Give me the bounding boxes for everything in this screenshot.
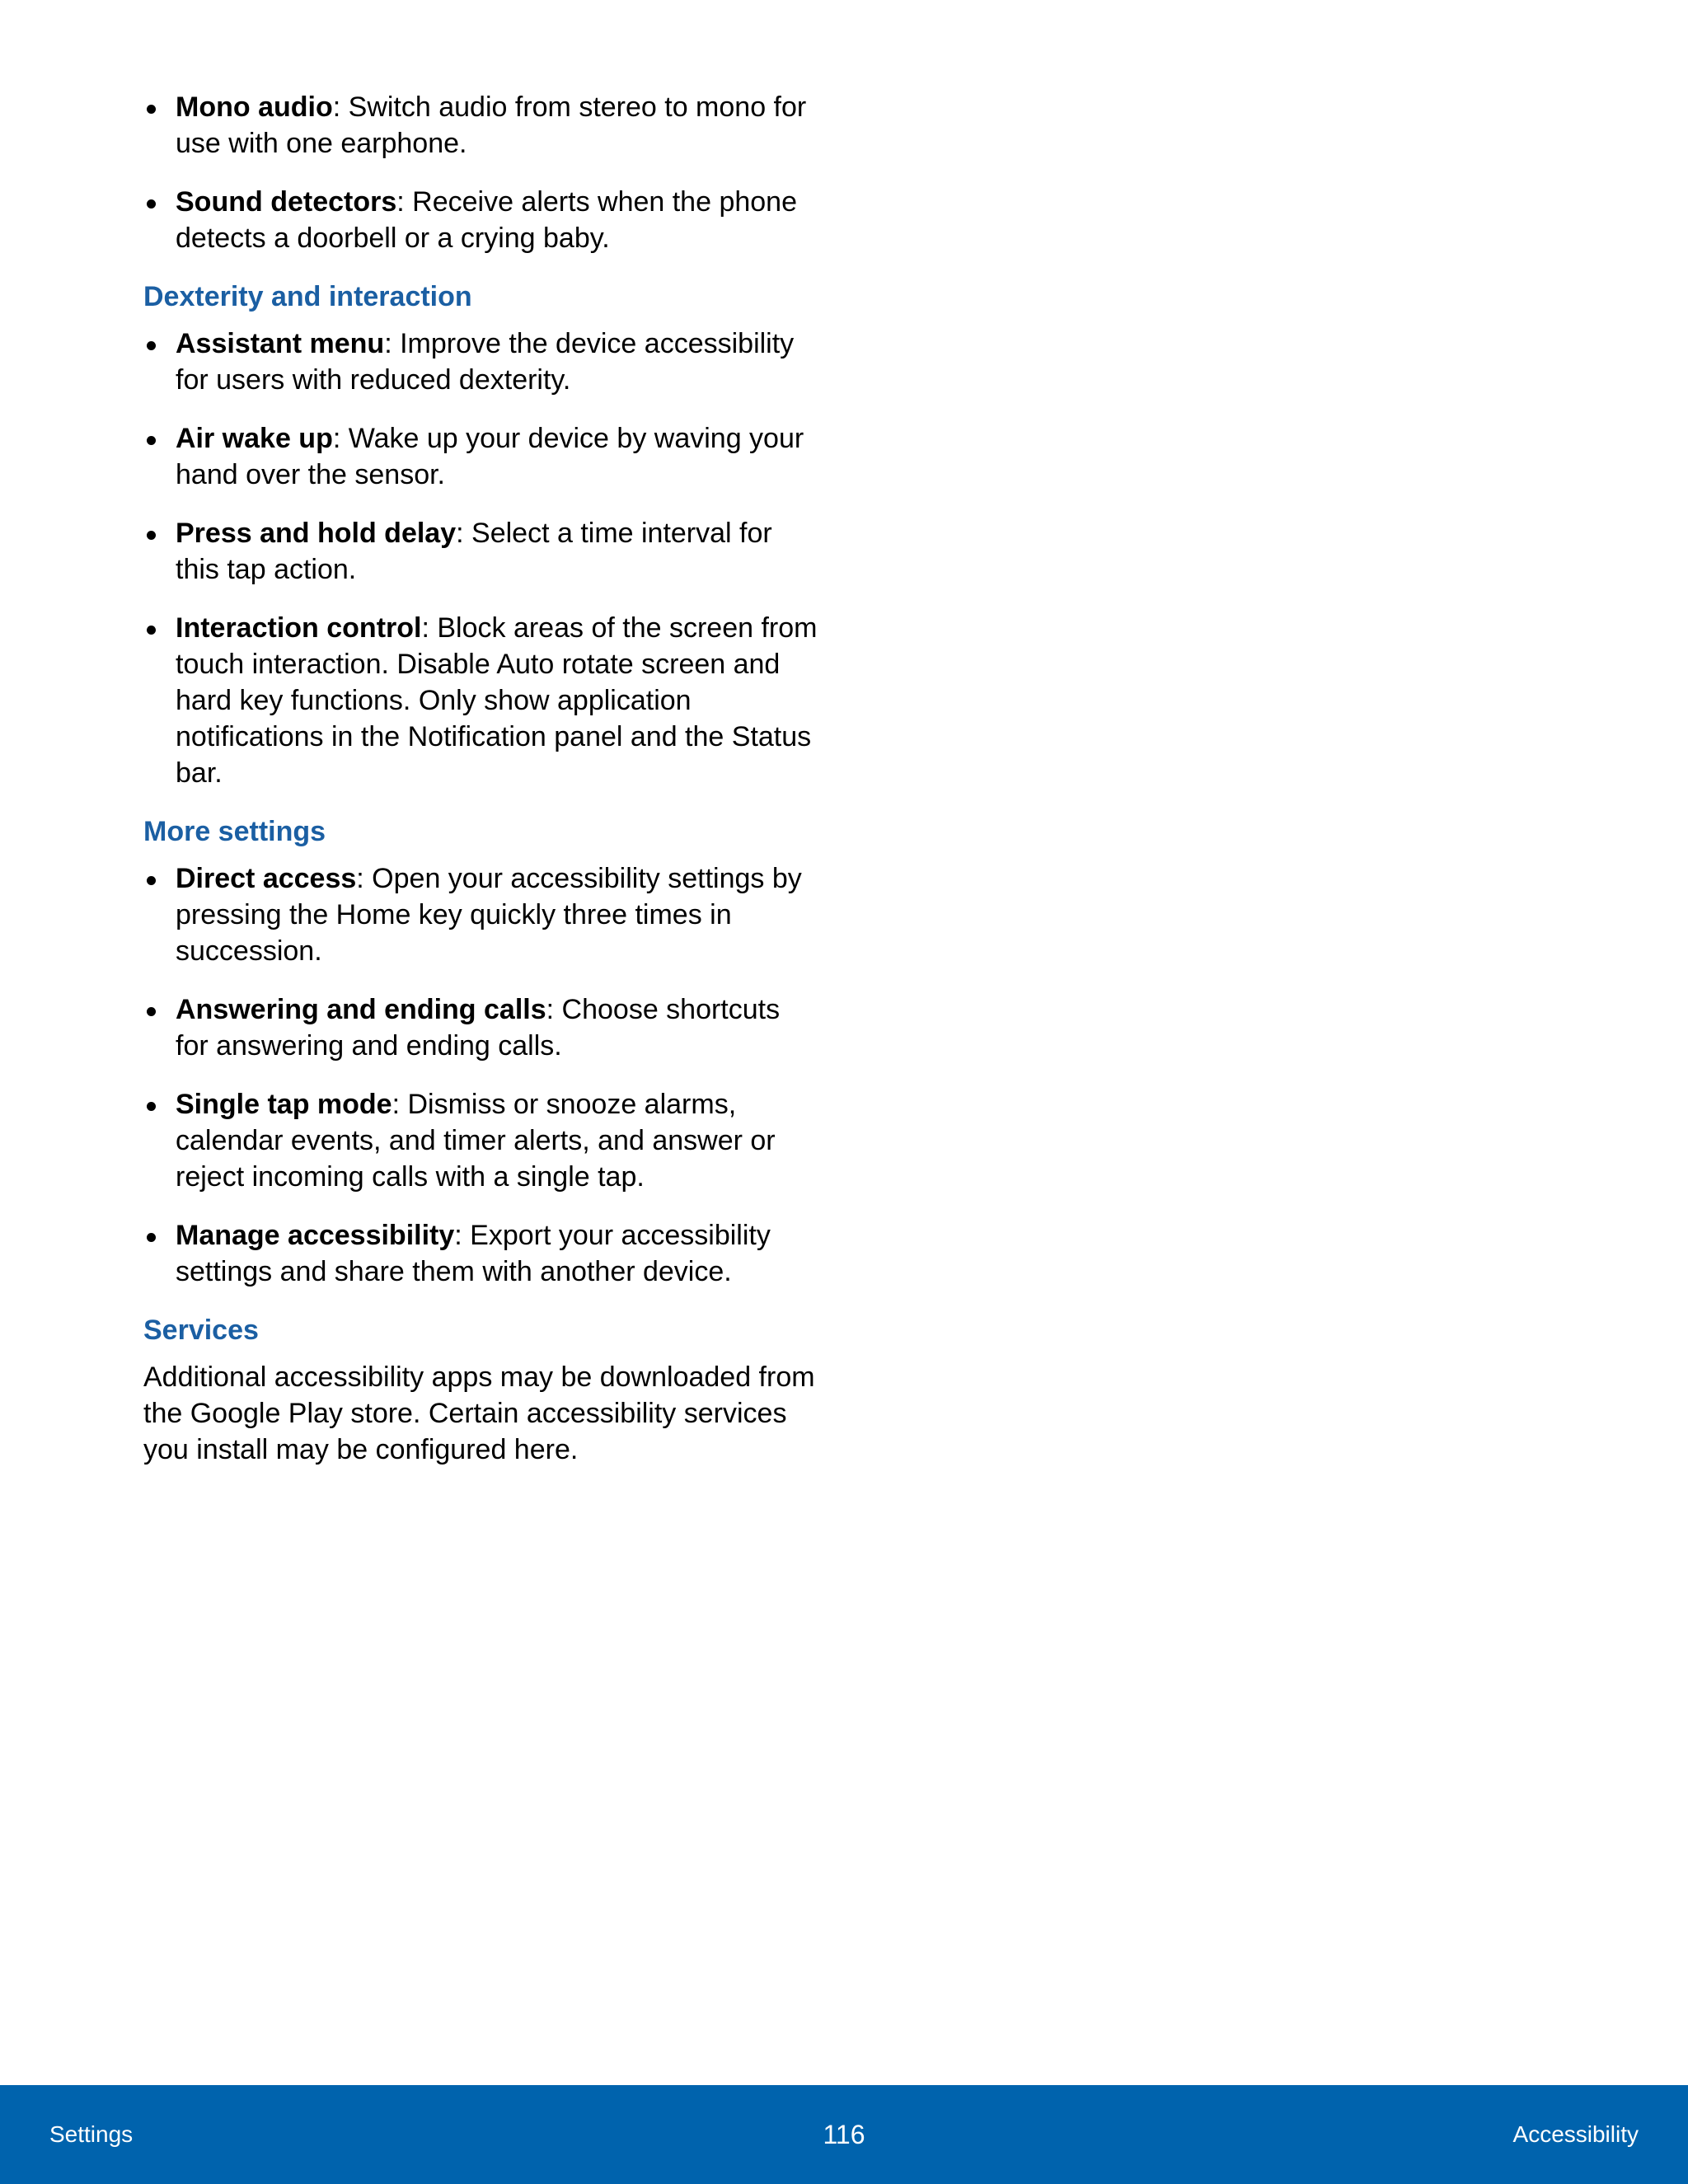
services-paragraph: Additional accessibility apps may be downloaded from the Google Play store. Certain accessibility services you install may be configured here. [143, 1361, 815, 1465]
footer-section-label: Settings [49, 2121, 134, 2147]
item-term: Manage accessibility [176, 1220, 455, 1251]
item-term: Single tap mode [176, 1089, 392, 1120]
item-term: Mono audio [176, 91, 333, 123]
section-heading-services: Services [143, 1315, 259, 1346]
item-term: Air wake up [176, 423, 333, 454]
item-term: Press and hold delay [176, 518, 457, 549]
item-description: : Improve the device accessibility for users with reduced dexterity. [176, 328, 795, 396]
item-description: : Wake up your device by waving your hand over the sensor. [176, 423, 804, 490]
item-term: Assistant menu [176, 328, 385, 359]
item-description: : Dismiss or snooze alarms, calendar events, and timer alerts, and answer or reject incoming calls with a single tap. [176, 1089, 776, 1193]
list-item [143, 89, 819, 162]
list-item [143, 991, 819, 1064]
item-description: : Receive alerts when the phone detects a doorbell or a crying baby. [176, 186, 797, 254]
page-content [143, 89, 819, 1468]
item-term: Answering and ending calls [176, 994, 546, 1025]
footer-chapter-label: Accessibility [1512, 2121, 1639, 2147]
list-item [143, 184, 819, 256]
item-term: Interaction control [176, 612, 422, 644]
list-item [143, 1217, 819, 1290]
list-item [143, 326, 819, 398]
page-footer [0, 2085, 1688, 2184]
list-item [143, 610, 819, 791]
list-item [143, 515, 819, 588]
item-description: : Open your accessibility settings by pressing the Home key quickly three times in succession. [176, 863, 802, 967]
item-description: : Export your accessibility settings and share them with another device. [176, 1220, 771, 1287]
item-description: : Block areas of the screen from touch interaction. Disable Auto rotate screen and hard key functions. Only show application notifications in the Notification panel and the Status bar. [176, 612, 818, 789]
item-term: Direct access [176, 863, 357, 894]
item-description: : Switch audio from stereo to mono for use with one earphone. [176, 91, 807, 159]
bullet-list [143, 326, 819, 791]
list-item [143, 420, 819, 493]
page-number: 116 [823, 2120, 865, 2149]
item-description: : Select a time interval for this tap action. [176, 518, 772, 585]
section-heading-more-settings: More settings [143, 816, 326, 847]
section-heading-dexterity: Dexterity and interaction [143, 281, 472, 312]
bullet-list [143, 89, 819, 256]
list-item [143, 1086, 819, 1195]
item-term: Sound detectors [176, 186, 397, 218]
list-item [143, 860, 819, 969]
item-description: : Choose shortcuts for answering and ending calls. [176, 994, 781, 1062]
bullet-list [143, 860, 819, 1290]
